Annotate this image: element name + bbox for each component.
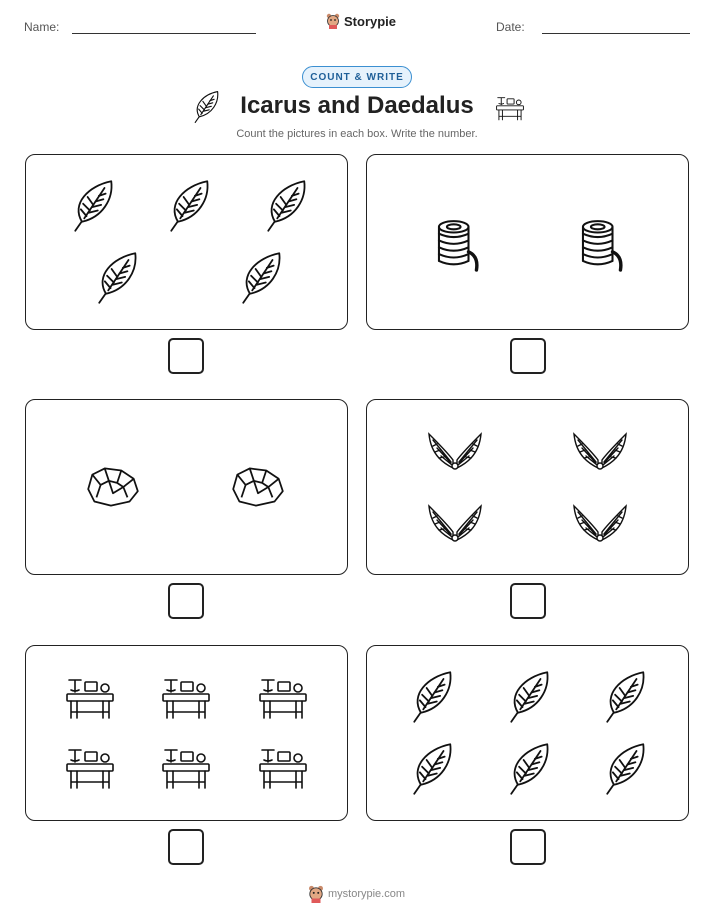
brand-name: Storypie bbox=[344, 13, 397, 29]
answer-box-6[interactable] bbox=[510, 829, 546, 865]
count-box-1 bbox=[25, 154, 348, 330]
feather-icon bbox=[504, 742, 550, 796]
feather-icon bbox=[407, 670, 453, 724]
answer-box-4[interactable] bbox=[510, 583, 546, 619]
wings-icon bbox=[427, 502, 483, 544]
feather-icon bbox=[261, 179, 307, 233]
feather-icon bbox=[92, 251, 138, 305]
feather-icon bbox=[68, 179, 114, 233]
footer-url[interactable]: mystorypie.com bbox=[328, 888, 406, 900]
rock-icon bbox=[227, 462, 289, 510]
answer-box-3[interactable] bbox=[168, 583, 204, 619]
feather-icon bbox=[407, 742, 453, 796]
rope-coil-icon bbox=[575, 217, 625, 273]
count-box-5 bbox=[25, 645, 348, 821]
workbench-icon bbox=[494, 93, 526, 121]
instructions: Count the pictures in each box. Write the number. bbox=[236, 128, 478, 140]
answer-box-1[interactable] bbox=[168, 338, 204, 374]
footer bbox=[308, 885, 405, 903]
activity-badge: COUNT & WRITE bbox=[302, 66, 412, 88]
rope-coil-icon bbox=[431, 217, 481, 273]
rock-icon bbox=[82, 462, 144, 510]
count-box-6 bbox=[366, 645, 689, 821]
date-label: Date: bbox=[496, 20, 525, 34]
date-line[interactable] bbox=[542, 33, 690, 34]
count-box-3 bbox=[25, 399, 348, 575]
workbench-icon bbox=[62, 742, 118, 790]
count-box-4 bbox=[366, 399, 689, 575]
workbench-icon bbox=[158, 672, 214, 720]
count-box-2 bbox=[366, 154, 689, 330]
workbench-icon bbox=[255, 742, 311, 790]
bear-icon bbox=[308, 885, 324, 903]
wings-icon bbox=[572, 430, 628, 472]
feather-icon bbox=[236, 251, 282, 305]
feather-icon bbox=[504, 670, 550, 724]
feather-icon bbox=[164, 179, 210, 233]
name-line[interactable] bbox=[72, 33, 256, 34]
feather-icon bbox=[600, 670, 646, 724]
wings-icon bbox=[572, 502, 628, 544]
workbench-icon bbox=[255, 672, 311, 720]
workbench-icon bbox=[62, 672, 118, 720]
feather-icon bbox=[600, 742, 646, 796]
wings-icon bbox=[427, 430, 483, 472]
answer-box-5[interactable] bbox=[168, 829, 204, 865]
workbench-icon bbox=[158, 742, 214, 790]
name-label: Name: bbox=[24, 20, 60, 34]
answer-box-2[interactable] bbox=[510, 338, 546, 374]
bear-icon bbox=[326, 13, 340, 29]
page-title: Icarus and Daedalus bbox=[240, 92, 474, 119]
brand-logo bbox=[326, 13, 396, 29]
